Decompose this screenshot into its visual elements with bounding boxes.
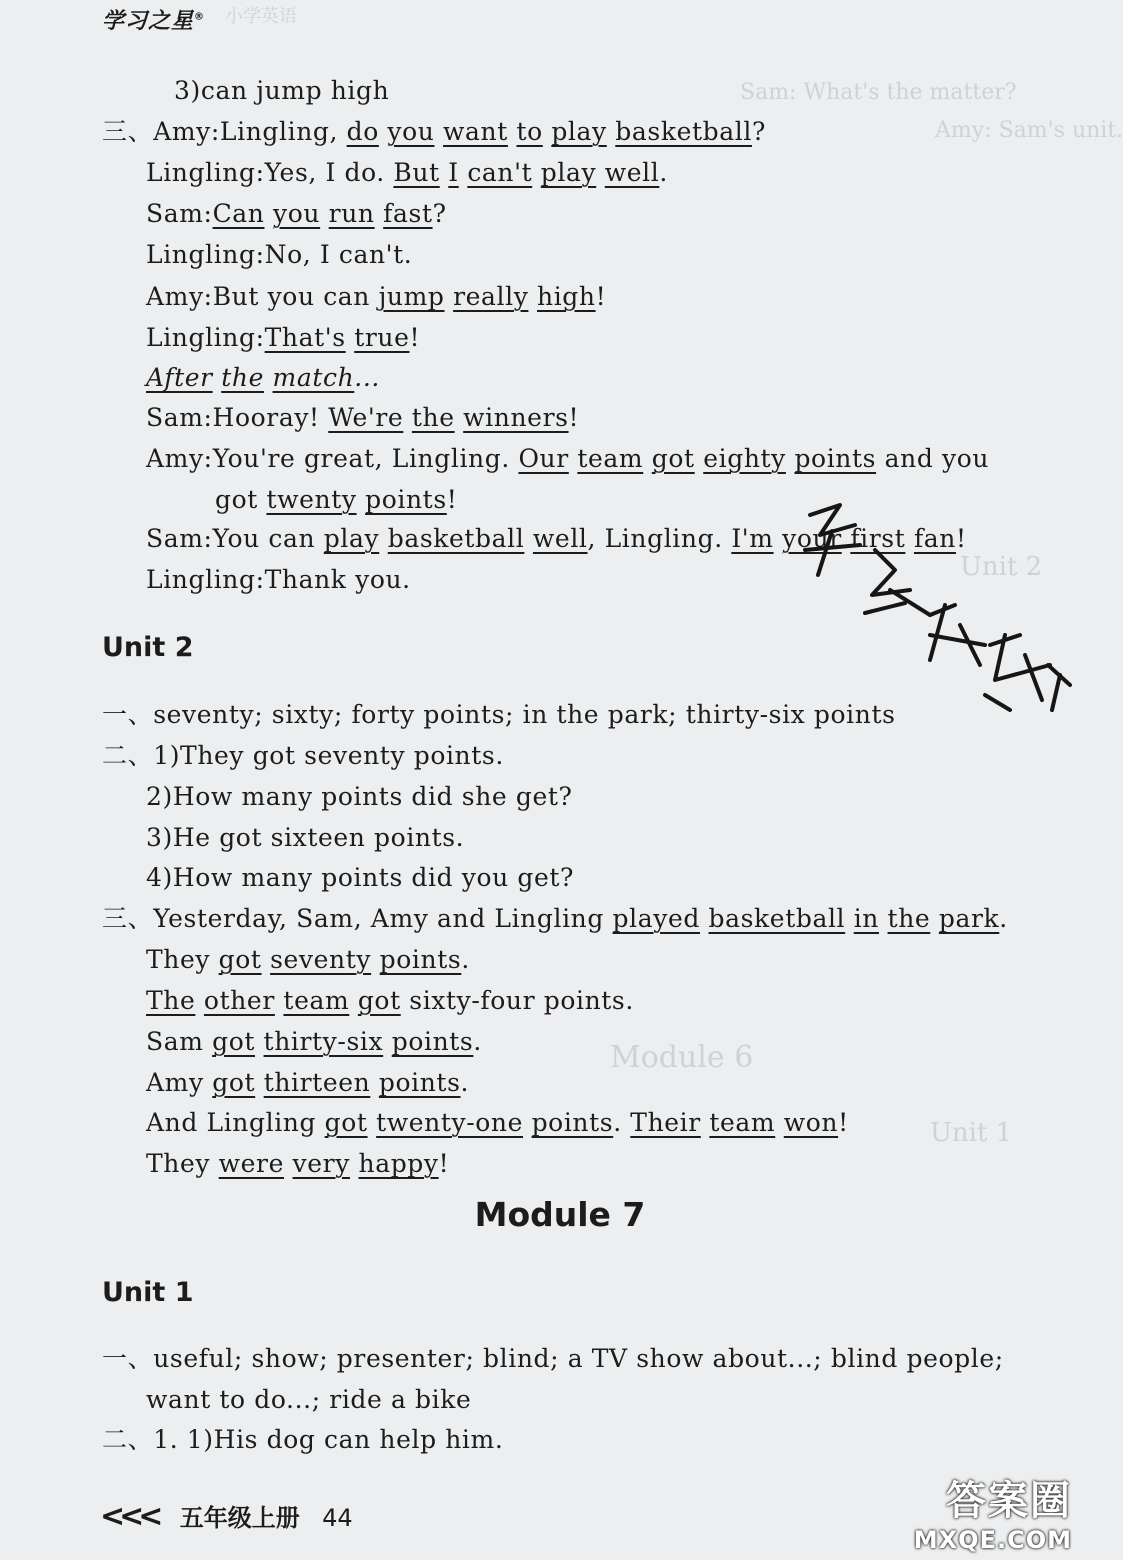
underlined-text: We're [328,403,404,432]
text-run [346,323,355,352]
text-run: Lingling:No, I can't. [146,240,413,269]
underlined-text: got [218,945,262,974]
underlined-text: high [537,282,596,311]
underlined-text: But [393,158,440,187]
underlined-text: your [782,524,842,553]
underlined-text: team [709,1108,776,1137]
text-run [265,199,274,228]
answer-line [146,282,606,312]
answer-line [146,1108,849,1138]
text-run: ? [751,117,766,146]
text-run: ! [838,1108,849,1137]
underlined-text: got [212,1027,255,1056]
text-run: . [999,904,1008,933]
unit-1-heading: Unit 1 [102,1277,194,1308]
answer-line: 一、seventy; sixty; forty points; in the park; thirty-six points [102,700,896,729]
text-run: seventy; sixty; forty points; in the park; thirty-six points [153,700,896,729]
text-run: They [146,945,219,974]
text-run: , Lingling. [587,524,732,553]
text-run: . [460,1068,470,1097]
underlined-text: I'm [731,524,774,553]
underlined-text: you [387,117,435,146]
answer-line [146,1385,471,1415]
text-run [528,282,537,311]
text-run: 2)How many points did she get? [146,782,573,811]
text-run: Sam:Hooray! [146,403,329,432]
text-run [775,1108,784,1137]
underlined-text: want [443,117,508,146]
underlined-text: fan [913,524,956,553]
underlined-text: fast [383,199,433,228]
underlined-text: won [783,1108,839,1137]
underlined-text: Our [518,444,569,473]
text-run: Amy:You're great, Lingling. [146,444,519,473]
answer-line [146,863,574,893]
underlined-text: After [146,363,213,392]
bleed-through-text: Amy: Sam's unit. [935,118,1123,143]
underlined-text: points [794,444,877,473]
text-run [371,945,380,974]
text-run: Amy:But you can [146,282,379,311]
text-run [370,1068,379,1097]
underlined-text: basketball [387,524,525,553]
text-run [532,158,541,187]
text-run: Sam:You can [146,524,324,553]
text-run [440,158,449,187]
unit-2-heading: Unit 2 [102,632,194,663]
grade-label: 五年级上册 [179,1504,300,1532]
text-run [845,904,854,933]
bleed-through-text: Unit 2 [960,552,1043,582]
text-run [930,904,939,933]
text-run: 4)How many points did you get? [146,863,575,892]
underlined-text: points [378,1068,461,1097]
underlined-text: The [146,986,196,1015]
text-run: . [461,945,470,974]
text-run [695,444,704,473]
text-run [607,117,616,146]
answer-line [146,1068,469,1098]
answer-line: 三、Yesterday, Sam, Amy and Lingling played basketball in the park. [102,904,1008,933]
text-run: got [215,485,258,514]
text-run: sixty-four points. [400,986,634,1015]
underlined-text: Can [212,199,265,228]
answer-line [215,485,457,515]
answer-line [174,76,389,106]
page-footer [100,1498,353,1534]
underlined-text: points [379,945,462,974]
text-run: and you [876,444,990,473]
text-run [262,945,271,974]
text-run [455,403,464,432]
answer-line: 一、useful; show; presenter; blind; a TV show about...; blind people; [102,1344,1004,1373]
underlined-text: true [354,323,410,352]
text-run: 3)He got sixteen points. [146,823,465,852]
answer-line [146,240,412,270]
text-run: ! [446,485,458,514]
text-run: . [659,158,668,187]
answer-line [146,823,464,853]
underlined-text: eighty [703,444,786,473]
underlined-text: got [212,1068,256,1097]
text-run [445,282,454,311]
text-run [255,1068,264,1097]
text-run: Amy [146,1068,213,1097]
answer-line [146,403,579,433]
text-run: want to do...; ride a bike [146,1385,472,1414]
answer-line [146,945,470,975]
text-run: ! [409,323,421,352]
text-run: Lingling:Yes, I do. [146,158,394,187]
text-run [375,199,384,228]
text-run: Lingling:Thank you. [146,565,411,594]
text-run [349,986,358,1015]
underlined-text: played [612,904,700,933]
text-run: useful; show; presenter; blind; a TV show about...; blind people; [153,1344,1004,1373]
bleed-through-text: Unit 1 [930,1118,1013,1148]
underlined-text: other [203,986,275,1015]
underlined-text: happy [358,1149,439,1178]
text-run: Amy:Lingling, [153,117,347,146]
text-run: . [473,1027,482,1056]
answer-line [146,199,447,229]
underlined-text: play [323,524,380,553]
answer-line [146,565,411,595]
text-run [879,904,888,933]
handwritten-annotation [780,495,1080,755]
text-run [524,524,533,553]
answer-line [146,782,572,812]
answer-line [146,1027,482,1057]
text-run [379,524,388,553]
text-run [403,403,412,432]
text-run: ! [956,524,967,553]
text-run: ! [568,403,580,432]
underlined-text: the [221,363,264,392]
underlined-text: play [551,117,607,146]
underlined-text: run [328,199,375,228]
text-run [643,444,652,473]
underlined-text: That's [264,323,346,352]
underlined-text: the [411,403,455,432]
underlined-text: team [283,986,350,1015]
text-run [435,117,444,146]
text-run: . [613,1108,631,1137]
text-run: ... [354,363,380,392]
answer-line: 三、Amy:Lingling, do you want to play basketball? [102,117,766,146]
text-run: 3)can jump high [174,76,390,105]
book-brand: 学习之星® [102,9,206,34]
answer-line [146,986,634,1016]
text-run: Sam: [146,199,213,228]
text-run [255,1027,264,1056]
text-run [596,158,605,187]
text-run [350,1149,359,1178]
text-run: 1)They got seventy points. [153,741,504,770]
underlined-text: seventy [270,945,372,974]
bleed-through-text: Module 6 [610,1040,754,1075]
site-watermark: 答案圈 MXQE.COM [913,1478,1072,1554]
underlined-text: team [577,444,644,473]
answer-line: 二、1)They got seventy points. [102,741,504,770]
underlined-text: basketball [708,904,846,933]
underlined-text: were [218,1149,284,1178]
underlined-text: winners [463,403,569,432]
answer-line [146,363,380,393]
underlined-text: do [346,117,379,146]
underlined-text: Their [630,1108,701,1137]
underlined-text: well [532,524,588,553]
underlined-text: very [292,1149,350,1178]
text-run [368,1108,377,1137]
underlined-text: you [273,199,321,228]
answer-line [146,1149,449,1179]
text-run [383,1027,392,1056]
bleed-through-text: 小学英语 [225,6,297,27]
answer-line [146,323,420,353]
text-run: Lingling: [146,323,265,352]
underlined-text: well [604,158,660,187]
underlined-text: really [453,282,529,311]
module-7-heading: Module 7 [474,1195,646,1234]
underlined-text: basketball [615,117,752,146]
answer-line [146,444,989,474]
text-run: ! [438,1149,450,1178]
underlined-text: thirty-six [263,1027,384,1056]
underlined-text: got [651,444,695,473]
underlined-text: the [887,904,931,933]
page-number: 44 [322,1504,353,1532]
text-run [213,363,222,392]
text-run [320,199,329,228]
text-run [700,904,709,933]
underlined-text: twenty [266,485,357,514]
text-run: And Lingling [146,1108,325,1137]
text-run: They [146,1149,219,1178]
underlined-text: park [938,904,1000,933]
underlined-text: match [272,363,355,392]
bleed-through-text: Sam: What's the matter? [740,80,1017,105]
back-arrows-icon: <<< [100,1499,158,1534]
underlined-text: jump [378,282,445,311]
underlined-text: points [531,1108,614,1137]
underlined-text: first [850,524,906,553]
underlined-text: got [324,1108,368,1137]
text-run: ! [595,282,607,311]
underlined-text: twenty-one [376,1108,524,1137]
underlined-text: points [391,1027,474,1056]
text-run: 1. 1)His dog can help him. [153,1425,504,1454]
underlined-text: in [853,904,879,933]
text-run: Yesterday, Sam, Amy and Lingling [153,904,613,933]
answer-line: 二、1. 1)His dog can help him. [102,1425,504,1454]
underlined-text: I [448,158,459,187]
text-run [264,363,273,392]
text-run [195,986,204,1015]
underlined-text: points [365,485,447,514]
answer-line [146,158,668,188]
text-run [284,1149,293,1178]
text-run [357,485,366,514]
underlined-text: play [540,158,597,187]
text-run: ? [432,199,447,228]
underlined-text: can't [467,158,533,187]
text-run [523,1108,532,1137]
underlined-text: got [357,986,401,1015]
underlined-text: to [516,117,543,146]
underlined-text: thirteen [263,1068,371,1097]
text-run: Sam [146,1027,213,1056]
